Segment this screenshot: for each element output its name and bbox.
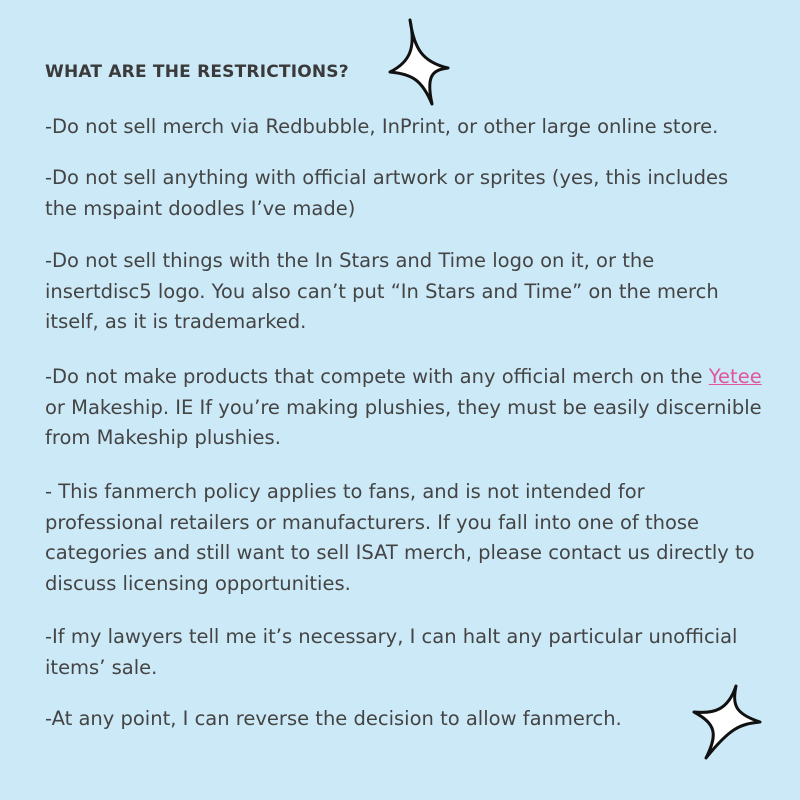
- restriction-lawyers-halt: -If my lawyers tell me it’s necessary, I can halt any particular unofficial items’ sale.: [45, 625, 738, 679]
- restriction-compete-official-merch: [45, 362, 765, 454]
- restriction-official-artwork: -Do not sell anything with official artwork or sprites (yes, this includes the mspaint doodles I’ve made): [45, 166, 729, 220]
- sparkle-star-icon: [388, 18, 450, 106]
- sparkle-star-icon: [692, 684, 762, 760]
- page-heading: WHAT ARE THE RESTRICTIONS?: [45, 62, 349, 82]
- restriction-logos-trademark: -Do not sell things with the In Stars and Time logo on it, or the insertdisc5 logo. You also can’t put “In Stars and Time” on the merch itself, as it is trademarked.: [45, 249, 719, 333]
- restriction-compete-text-end: or Makeship. IE If you’re making plushies, they must be easily discernible from Makeship plushies.: [45, 395, 762, 449]
- yetee-link[interactable]: Yetee: [708, 365, 762, 388]
- restriction-compete-text-start: -Do not make products that compete with any official merch on the: [45, 365, 709, 388]
- restriction-fans-only: - This fanmerch policy applies to fans, and is not intended for professional retailers or manufacturers. If you fall into one of those categories and still want to sell ISAT merch, please contact us directly to discuss licensing opportunities.: [45, 480, 755, 595]
- restriction-reverse-decision: -At any point, I can reverse the decision to allow fanmerch.: [45, 707, 622, 730]
- restriction-online-stores: -Do not sell merch via Redbubble, InPrint, or other large online store.: [45, 115, 719, 138]
